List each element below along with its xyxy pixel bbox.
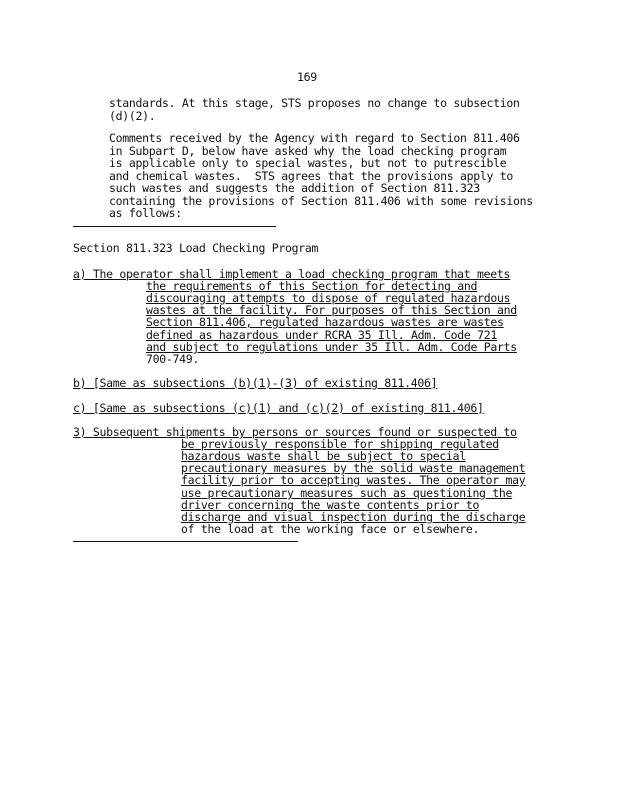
para2-line: Comments received by the Agency with regard to Section 811.406 xyxy=(109,131,520,145)
para1-line: standards. At this stage, STS proposes no change to subsection xyxy=(109,96,520,110)
item-a-line: 700-749. xyxy=(146,352,199,366)
item-b: b) [Same as subsections (b)(1)-(3) of existing 811.406] xyxy=(73,376,438,390)
item-a-line: wastes at the facility. For purposes of this Section and xyxy=(146,303,517,317)
separator-rule xyxy=(73,226,276,227)
para2-line: as follows: xyxy=(109,206,182,220)
item-a-line: the requirements of this Section for detecting and xyxy=(146,279,478,293)
para1-line: (d)(2). xyxy=(109,109,156,123)
item-3-line: hazardous waste shall be subject to special xyxy=(181,449,466,463)
item-3-line: precautionary measures by the solid waste management xyxy=(181,461,526,475)
item-3-line: of the load at the working face or elsewhere. xyxy=(181,522,480,536)
page-number: 169 xyxy=(297,70,317,84)
separator-rule xyxy=(73,541,298,542)
item-a-line: defined as hazardous under RCRA 35 Ill. Adm. Code 721 xyxy=(146,328,498,342)
item-c: c) [Same as subsections (c)(1) and (c)(2) of existing 811.406] xyxy=(73,401,484,415)
item-a-line: and subject to regulations under 35 Ill. Adm. Code Parts xyxy=(146,340,517,354)
para2-line: containing the provisions of Section 811.406 with some revisions xyxy=(109,194,533,208)
item-3-line: use precautionary measures such as questioning the xyxy=(181,486,513,500)
item-3-line: be previously responsible for shipping regulated xyxy=(181,437,499,451)
item-3-line: facility prior to accepting wastes. The operator may xyxy=(181,473,526,487)
para2-line: in Subpart D, below have asked why the load checking program xyxy=(109,144,507,158)
item-a-line: Section 811.406, regulated hazardous wastes are wastes xyxy=(146,315,504,329)
item-a-line: discouraging attempts to dispose of regulated hazardous xyxy=(146,291,511,305)
section-heading: Section 811.323 Load Checking Program xyxy=(73,241,319,255)
item-3-line: discharge and visual inspection during the discharge xyxy=(181,510,526,524)
item-a-line: a) The operator shall implement a load checking program that meets xyxy=(73,267,511,281)
item-3-line: driver concerning the waste contents prior to xyxy=(181,498,480,512)
para2-line: such wastes and suggests the addition of Section 811.323 xyxy=(109,181,480,195)
item-3-line: 3) Subsequent shipments by persons or sources found or suspected to xyxy=(73,425,517,439)
para2-line: is applicable only to special wastes, but not to putrescible xyxy=(109,156,507,170)
para2-line: and chemical wastes. STS agrees that the provisions apply to xyxy=(109,169,514,183)
